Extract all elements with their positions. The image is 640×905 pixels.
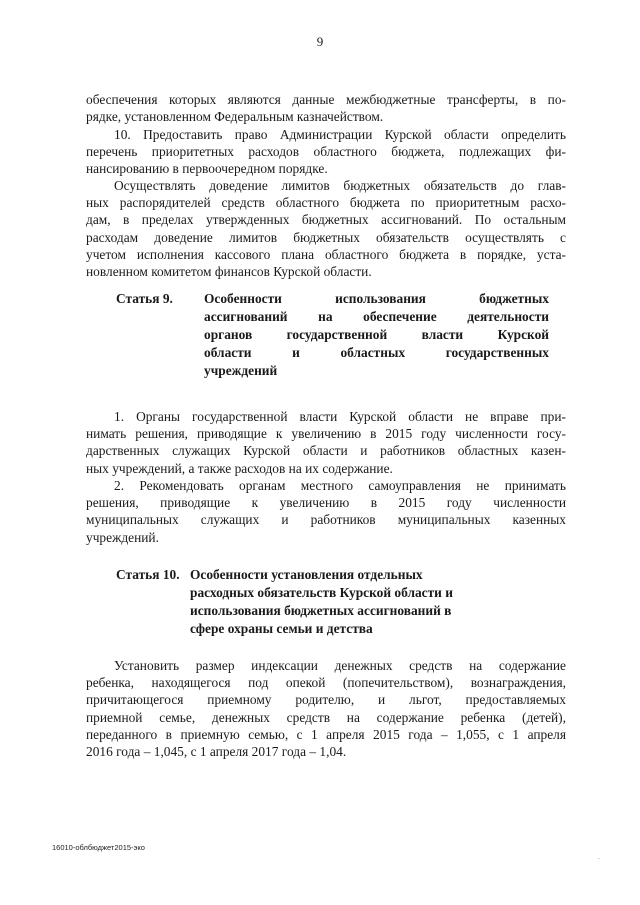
paragraph-line: рядке, установленном Федеральным казначейством.	[86, 109, 384, 125]
article-10-heading	[116, 566, 536, 640]
paragraph-6	[86, 657, 566, 760]
paragraph-line: решения, приводящие к увеличению в 2015 году численности	[86, 495, 566, 511]
paragraph-line: 2016 года – 1,045, с 1 апреля 2017 года – 1,04.	[86, 744, 347, 760]
article-9-heading	[116, 290, 549, 382]
paragraph-line: дарственных служащих Курской области и работников областных казен-	[86, 443, 566, 459]
paragraph-line: 10. Предоставить право Администрации Курской области определить	[114, 127, 566, 142]
paragraph-line: приемной семье, денежных средств на содержание ребенка (детей),	[86, 709, 566, 725]
paragraph-line: дам, в пределах утвержденных бюджетных ассигнований. По остальным	[86, 212, 566, 228]
paragraph-line: новленном комитетом финансов Курской области.	[86, 264, 372, 280]
paragraph-line: ных учреждений, а также расходов на их содержание.	[86, 460, 393, 476]
paragraph-line: 2. Рекомендовать органам местного самоуправления не принимать	[114, 478, 566, 493]
heading-line: расходных обязательств Курской области и	[190, 585, 453, 600]
paragraph-line: обеспечения которых являются данные межбюджетные трансферты, в по-	[86, 92, 566, 107]
corner-mark: .	[598, 853, 600, 861]
paragraph-line: переданного в приемную семью, с 1 апреля 2015 года – 1,055, с 1 апреля	[86, 726, 566, 742]
paragraph-line: муниципальных служащих и работников муниципальных казенных	[86, 512, 566, 528]
paragraph-line: ных распорядителей средств областного бюджета по приоритетным расхо-	[86, 195, 566, 211]
heading-line: органов государственной власти Курской	[204, 327, 549, 342]
article-10-label: Статья 10.	[116, 567, 180, 582]
page-number: 9	[316, 34, 324, 49]
paragraph-line: ребенка, находящегося под опекой (попечительством), вознаграждения,	[86, 675, 566, 691]
paragraph-line: нансированию в первоочередном порядке.	[86, 161, 328, 177]
heading-line: сфере охраны семьи и детства	[190, 621, 373, 636]
paragraph-line: Осуществлять доведение лимитов бюджетных обязательств до глав-	[114, 178, 566, 193]
paragraph-line: учетом исполнения кассового плана областного бюджета в порядке, уста-	[86, 246, 566, 262]
paragraph-line: причитающегося приемному родителю, и льгот, предоставляемых	[86, 692, 566, 708]
paragraph-4	[86, 408, 566, 477]
paragraph-line: расходам доведение лимитов бюджетных обязательств осуществлять с	[86, 229, 566, 245]
heading-line: Особенности использования бюджетных	[204, 291, 549, 306]
article-10-title	[190, 566, 510, 638]
paragraph-line: перечень приоритетных расходов областного бюджета, подлежащих фи-	[86, 144, 566, 160]
paragraph-line: учреждений.	[86, 529, 159, 545]
paragraph-5	[86, 477, 566, 546]
paragraph-1	[86, 91, 566, 125]
heading-line: ассигнований на обеспечение деятельности	[204, 309, 549, 324]
paragraph-line: нимать решения, приводящие к увеличению в 2015 году численности госу-	[86, 426, 566, 442]
paragraph-2	[86, 126, 566, 178]
document-footer-code: 16010-облбюджет2015-эко	[52, 843, 145, 852]
article-9-title	[204, 290, 549, 380]
heading-line: области и областных государственных	[204, 345, 549, 360]
heading-line: использования бюджетных ассигнований в	[190, 603, 452, 618]
paragraph-3	[86, 177, 566, 280]
paragraph-line: 1. Органы государственной власти Курской области не вправе при-	[114, 409, 566, 424]
heading-line: Особенности установления отдельных	[190, 567, 423, 582]
heading-line: учреждений	[204, 363, 278, 378]
article-9-label: Статья 9.	[116, 291, 173, 306]
paragraph-line: Установить размер индексации денежных средств на содержание	[114, 658, 566, 673]
